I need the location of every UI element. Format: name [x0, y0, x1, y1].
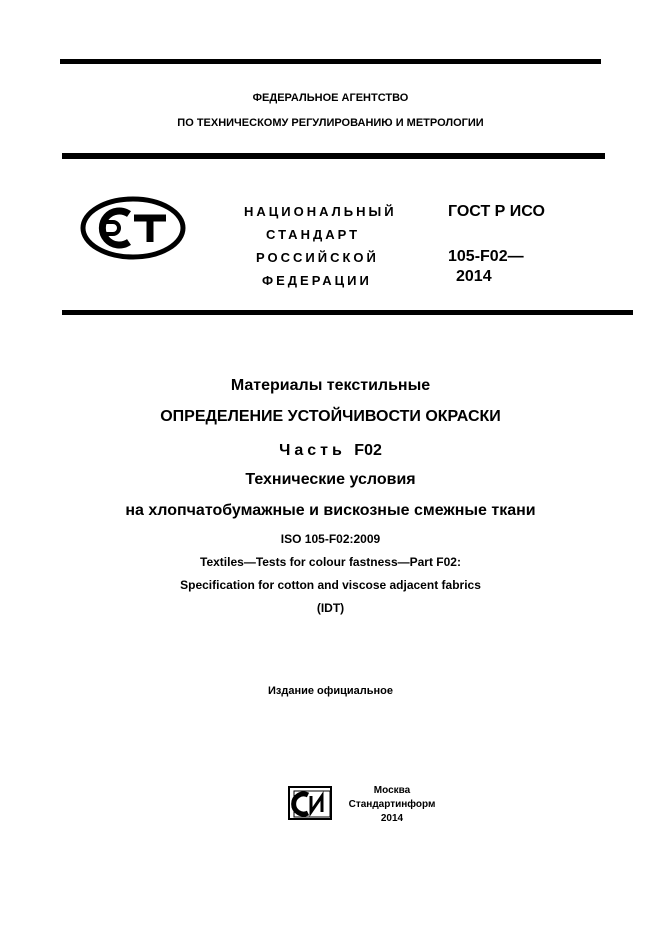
idt-label: (IDT)	[316, 601, 345, 615]
iso-english-title: Textiles—Tests for colour fastness—Part F02:	[200, 555, 461, 569]
part-word: Часть	[279, 442, 346, 459]
title-line-4: Технические условия	[245, 471, 416, 488]
rst-logo-icon	[80, 196, 186, 260]
part-number: F02	[354, 442, 382, 459]
header-rule	[62, 310, 633, 315]
agency-line-2: ПО ТЕХНИЧЕСКОМУ РЕГУЛИРОВАНИЮ И МЕТРОЛОГИИ	[177, 117, 484, 129]
title-line-2: ОПРЕДЕЛЕНИЕ УСТОЙЧИВОСТИ ОКРАСКИ	[160, 408, 501, 425]
publisher-name: Стандартинформ	[348, 799, 436, 810]
standard-type-line-2: СТАНДАРТ	[266, 227, 361, 242]
title-line-1: Материалы текстильные	[230, 377, 431, 394]
agency-line-1: ФЕДЕРАЛЬНОЕ АГЕНТСТВО	[252, 92, 409, 104]
gost-prefix: ГОСТ Р ИСО	[448, 203, 545, 220]
title-part	[0, 442, 661, 460]
standard-type-line-3: РОССИЙСКОЙ	[256, 250, 379, 265]
publisher-year: 2014	[380, 813, 404, 824]
gost-year: 2014	[456, 268, 492, 285]
publisher-city: Москва	[373, 785, 411, 796]
title-line-5: на хлопчатобумажные и вискозные смежные ткани	[125, 502, 536, 519]
gost-number: 105-F02—	[448, 248, 524, 265]
iso-english-subtitle: Specification for cotton and viscose adjacent fabrics	[180, 578, 481, 592]
standard-type-line-4: ФЕДЕРАЦИИ	[262, 273, 372, 288]
standard-type-line-1: НАЦИОНАЛЬНЫЙ	[244, 204, 397, 219]
agency-rule	[62, 153, 605, 159]
standartinform-logo-icon	[288, 786, 332, 820]
edition-label: Издание официальное	[267, 685, 394, 697]
top-rule	[60, 59, 601, 64]
iso-reference: ISO 105-F02:2009	[280, 532, 381, 546]
